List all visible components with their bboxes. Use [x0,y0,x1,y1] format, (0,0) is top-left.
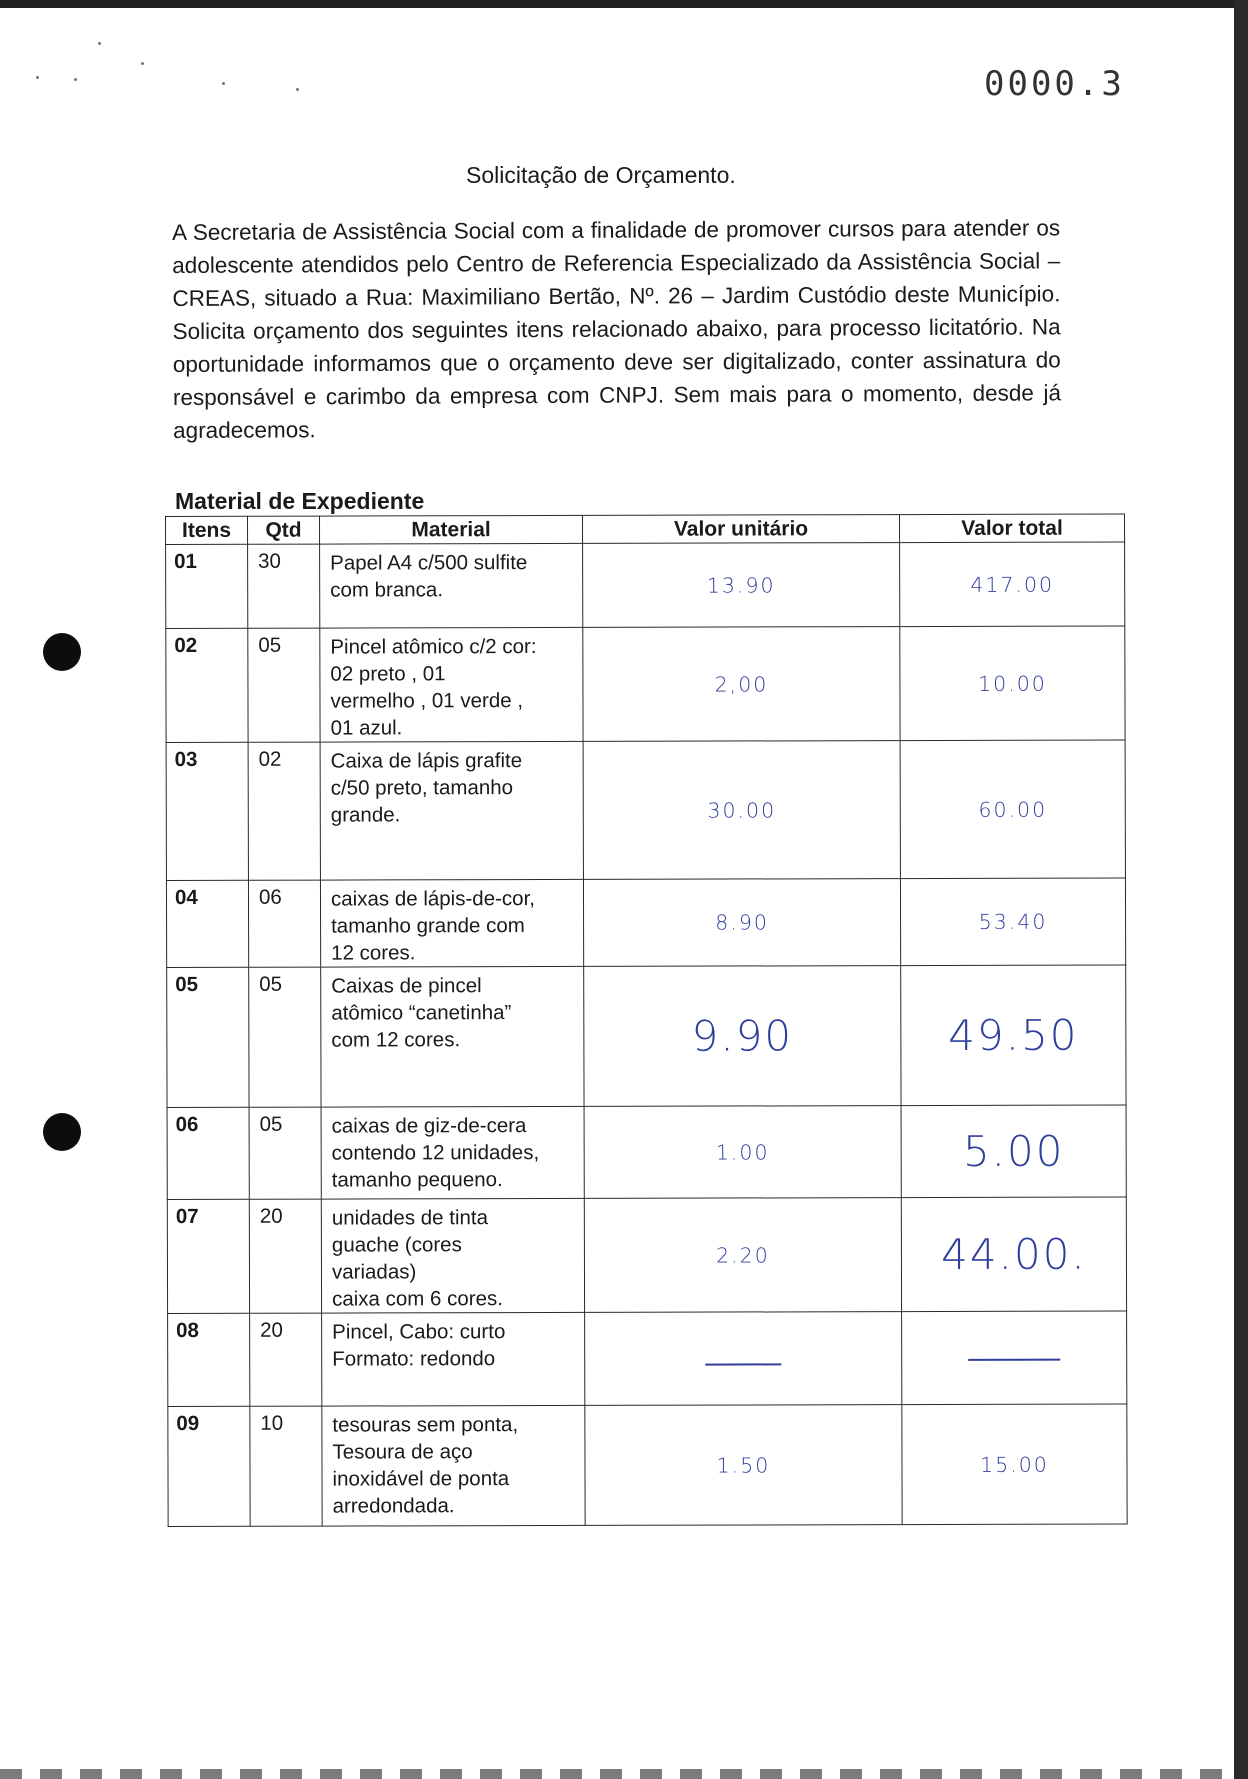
unit-value-blank-dash [585,1312,902,1406]
item-quantity: 05 [249,1107,321,1199]
unit-value-handwritten: 8.90 [583,879,900,967]
table-row [167,1105,1126,1200]
material-line: 02 preto , 01 [330,662,446,686]
unit-value-handwritten: 2.20 [584,1198,901,1313]
material-line: Caixa de lápis grafite [330,749,523,773]
material-line: com branca. [330,578,444,602]
scan-speck [36,76,39,79]
table-row [166,542,1125,629]
header-qty: Qtd [248,516,320,544]
item-number: 07 [167,1199,249,1313]
item-number: 04 [166,880,248,967]
item-number: 05 [167,967,249,1107]
material-line: atômico “canetinha” [331,1001,512,1025]
header-total-value: Valor total [899,514,1124,543]
item-number: 03 [166,742,248,880]
material-line: c/50 preto, tamanho [330,776,514,800]
material-line: Caixas de pincel [331,974,482,998]
total-value-handwritten: 15.00 [902,1404,1127,1525]
item-number: 06 [167,1107,249,1199]
material-line: Papel A4 c/500 sulfite [330,551,528,575]
table-row [166,878,1125,968]
document-title: Solicitação de Orçamento. [466,162,736,188]
material-line: Pincel atômico c/2 cor: [330,635,537,659]
table-row [166,626,1125,743]
total-value-handwritten: 5.00 [901,1105,1126,1198]
quote-table [165,513,1128,1527]
table-row [168,1404,1127,1527]
material-line: inoxidável de ponta [332,1467,510,1491]
material-line: unidades de tinta [331,1206,489,1230]
material-line: tamanho grande com [331,914,525,938]
unit-value-handwritten: 13.90 [583,543,900,628]
item-material [320,741,583,880]
item-quantity: 20 [250,1313,322,1406]
scan-speck [296,88,299,91]
material-line: 01 azul. [330,716,403,740]
item-number: 01 [166,544,248,628]
dash-mark [968,1359,1060,1361]
dash-mark [705,1363,781,1365]
item-material [321,966,584,1107]
scan-speck [74,78,77,81]
material-line: caixas de lápis-de-cor, [330,887,536,911]
item-number: 08 [168,1313,250,1406]
header-unit-value: Valor unitário [582,515,899,544]
item-quantity: 10 [250,1406,322,1526]
item-quantity: 05 [249,967,321,1107]
item-material [322,1312,585,1406]
total-value-handwritten: 53.40 [900,878,1125,966]
item-number: 02 [166,628,248,742]
material-line: guache (cores [331,1233,462,1257]
unit-value-handwritten: 9.90 [584,966,901,1107]
item-material [321,1198,584,1313]
header-material: Material [320,515,583,544]
material-line: tesouras sem ponta, [332,1413,519,1437]
table-row [168,1311,1127,1407]
item-material [321,1106,584,1199]
table-row [166,740,1125,881]
material-line: Formato: redondo [332,1347,496,1371]
total-value-blank-dash [902,1311,1127,1405]
material-line: tamanho pequeno. [331,1168,503,1192]
scan-top-edge [0,0,1248,8]
material-line: variadas) [331,1260,417,1284]
punch-hole-bottom [43,1113,81,1151]
material-line: contendo 12 unidades, [331,1141,540,1165]
item-number: 09 [168,1406,250,1526]
item-quantity: 06 [248,880,320,967]
item-quantity: 05 [248,628,320,742]
scan-right-edge [1234,0,1248,1779]
unit-value-handwritten: 2,00 [583,627,900,742]
material-line: Tesoura de aço [332,1440,473,1464]
material-line: caixas de giz-de-cera [331,1114,527,1138]
scan-speck [98,42,101,45]
material-line: caixa com 6 cores. [332,1287,503,1311]
header-items: Itens [166,516,248,544]
total-value-handwritten: 60.00 [900,740,1125,879]
item-material [322,1405,585,1526]
item-material [320,879,583,967]
item-material [320,627,583,742]
total-value-handwritten: 417.00 [900,542,1125,627]
table-row [167,1197,1126,1314]
item-material [320,543,583,628]
table-header-row [166,514,1125,545]
total-value-handwritten: 10.00 [900,626,1125,741]
total-value-handwritten: 49.50 [901,965,1126,1106]
scan-speck [141,62,144,65]
punch-hole-top [43,633,81,671]
material-line: grande. [330,803,401,827]
material-line: vermelho , 01 verde , [330,689,524,713]
unit-value-handwritten: 1.00 [584,1106,901,1199]
item-quantity: 20 [249,1199,321,1313]
item-quantity: 02 [248,742,320,880]
material-line: Pincel, Cabo: curto [332,1320,506,1344]
intro-paragraph: A Secretaria de Assistência Social com a finalidade de promover cursos para atender os adolescente atendidos pelo Centro de Referencia Especializado da Assistência Social – CREAS, situado a Rua: Maximiliano Bertão, Nº. 26 – Jardim Custódio deste Município. Solicita orçamento dos seguintes itens relacionado abaixo, para processo licitatório. Na oportunidade informamos que o orçamento deve ser digitalizado, conter assinatura do responsável e carimbo da empresa com CNPJ. Sem mais para o momento, desde já agradecemos. [172,215,1062,443]
item-quantity: 30 [248,544,320,628]
total-value-handwritten: 44.00. [901,1197,1126,1312]
section-title: Material de Expediente [175,488,425,514]
scan-speck [222,82,225,85]
material-line: 12 cores. [331,941,416,965]
unit-value-handwritten: 30.00 [583,741,900,880]
material-line: com 12 cores. [331,1028,461,1052]
material-line: arredondada. [332,1494,455,1518]
table-row [167,965,1126,1108]
scan-bottom-edge [0,1769,1234,1779]
unit-value-handwritten: 1.50 [585,1405,902,1526]
page-number: 0000.3 [984,64,1125,104]
